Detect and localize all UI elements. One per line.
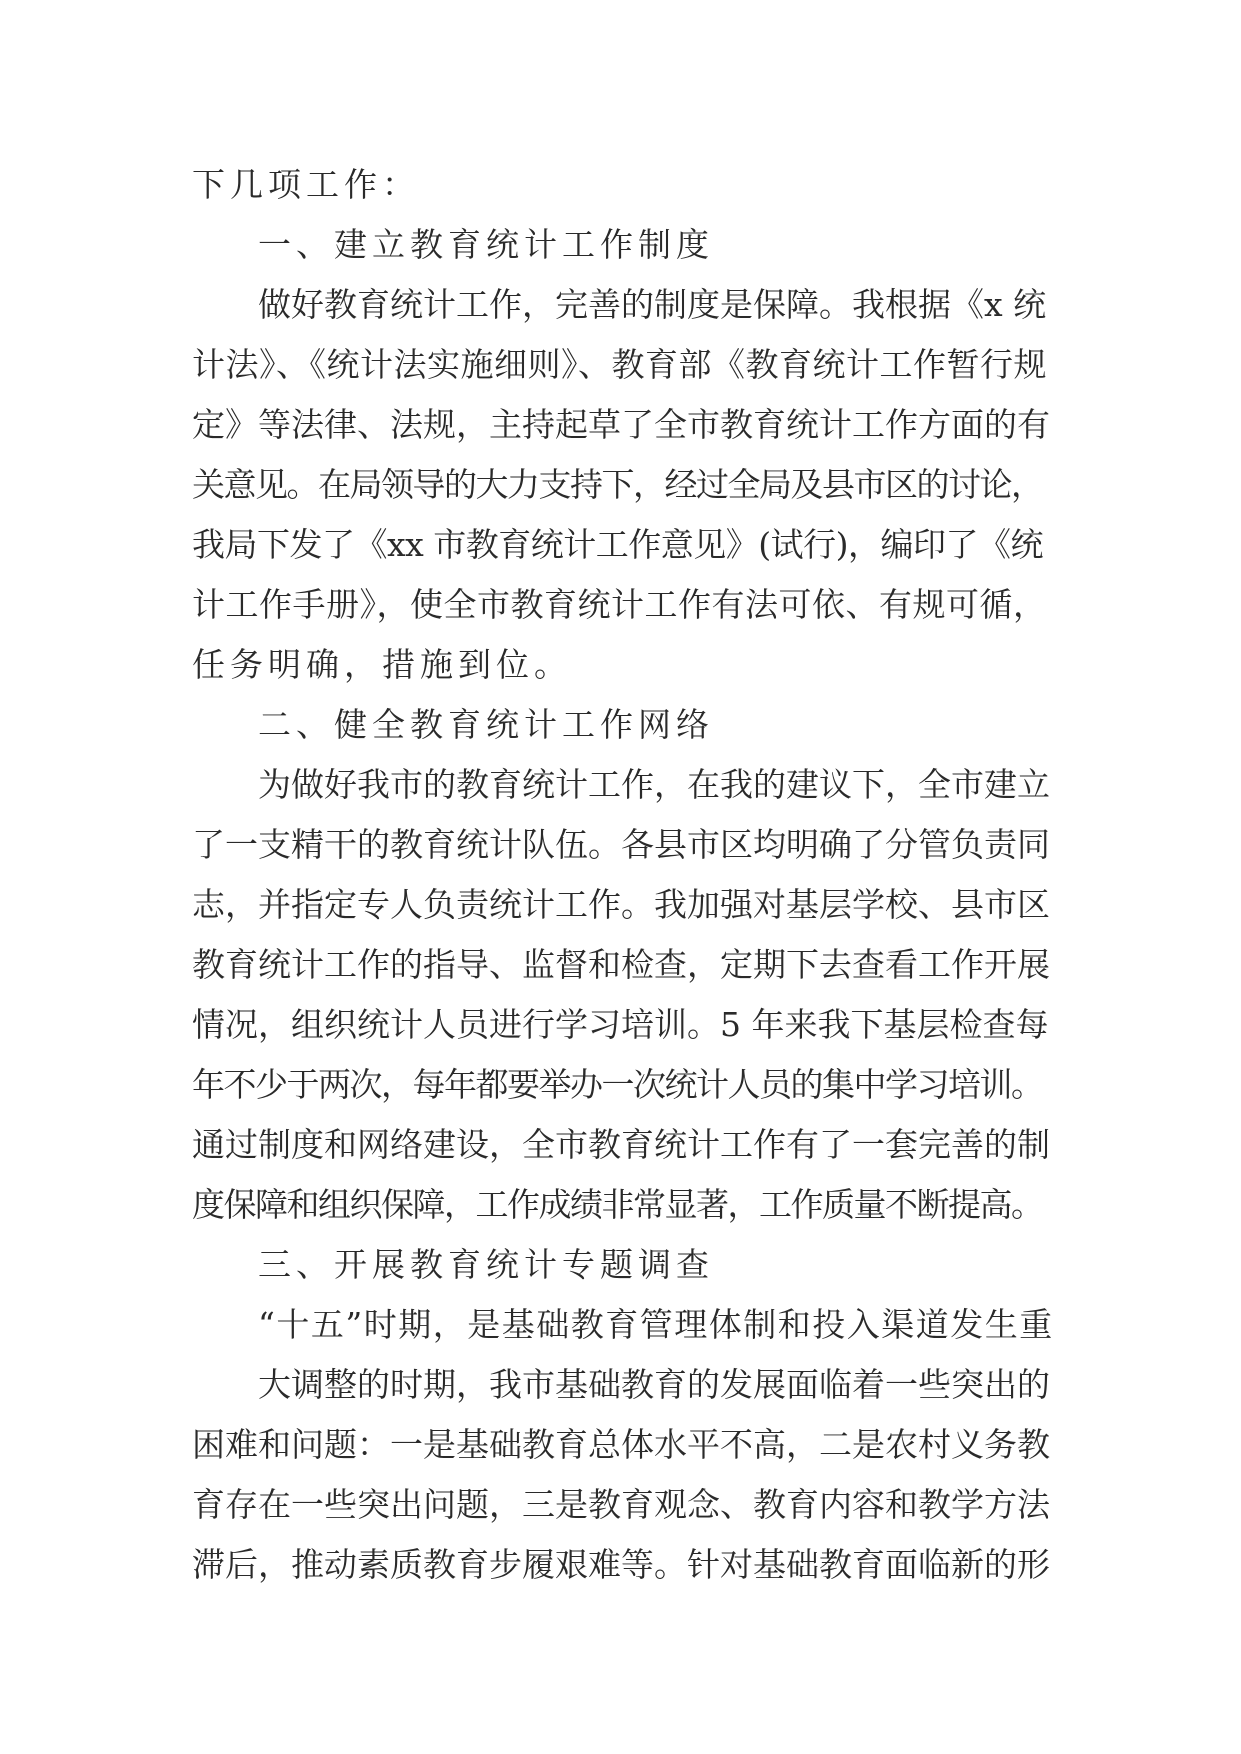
body-text [192, 155, 1054, 1595]
text-line: 了一支精干的教育统计队伍。各县市区均明确了分管负责同 [192, 825, 1050, 864]
text-line: 为做好我市的教育统计工作，在我的建议下，全市建立 [258, 765, 1050, 804]
section-heading: 二、健全教育统计工作网络 [258, 705, 714, 744]
text-line: 度保障和组织保障，工作成绩非常显著，工作质量不断提高。 [192, 1185, 1043, 1224]
text-line: 大调整的时期，我市基础教育的发展面临着一些突出的 [258, 1365, 1050, 1404]
text-line: 志，并指定专人负责统计工作。我加强对基层学校、县市区 [192, 885, 1050, 924]
text-line: 年不少于两次，每年都要举办一次统计人员的集中学习培训。 [192, 1065, 1043, 1104]
text-line: 做好教育统计工作，完善的制度是保障。我根据《x 统 [258, 285, 1047, 324]
text-line: 情况，组织统计人员进行学习培训。5 年来我下基层检查每 [192, 1005, 1049, 1044]
text-line: 困难和问题：一是基础教育总体水平不高，二是农村义务教 [192, 1425, 1050, 1464]
text-line: 关意见。在局领导的大力支持下，经过全局及县市区的讨论， [192, 465, 1043, 504]
text-line: 定》等法律、法规，主持起草了全市教育统计工作方面的有 [192, 405, 1050, 444]
section-heading: 一、建立教育统计工作制度 [258, 225, 714, 264]
text-line: 育存在一些突出问题，三是教育观念、教育内容和教学方法 [192, 1485, 1050, 1524]
text-line: 教育统计工作的指导、监督和检查，定期下去查看工作开展 [192, 945, 1050, 984]
text-line: 任务明确，措施到位。 [192, 645, 572, 684]
text-line: 我局下发了《xx 市教育统计工作意见》(试行)，编印了《统 [192, 525, 1043, 564]
text-line: “十五”时期，是基础教育管理体制和投入渠道发生重 [258, 1305, 1054, 1344]
text-line: 计法》、《统计法实施细则》、教育部《教育统计工作暂行规 [192, 345, 1047, 384]
text-line: 滞后，推动素质教育步履艰难等。针对基础教育面临新的形 [192, 1545, 1050, 1584]
text-line: 通过制度和网络建设，全市教育统计工作有了一套完善的制 [192, 1125, 1050, 1164]
section-heading: 三、开展教育统计专题调查 [258, 1245, 714, 1284]
text-line: 计工作手册》，使全市教育统计工作有法可依、有规可循， [192, 585, 1047, 624]
text-line: 下几项工作： [192, 165, 420, 204]
